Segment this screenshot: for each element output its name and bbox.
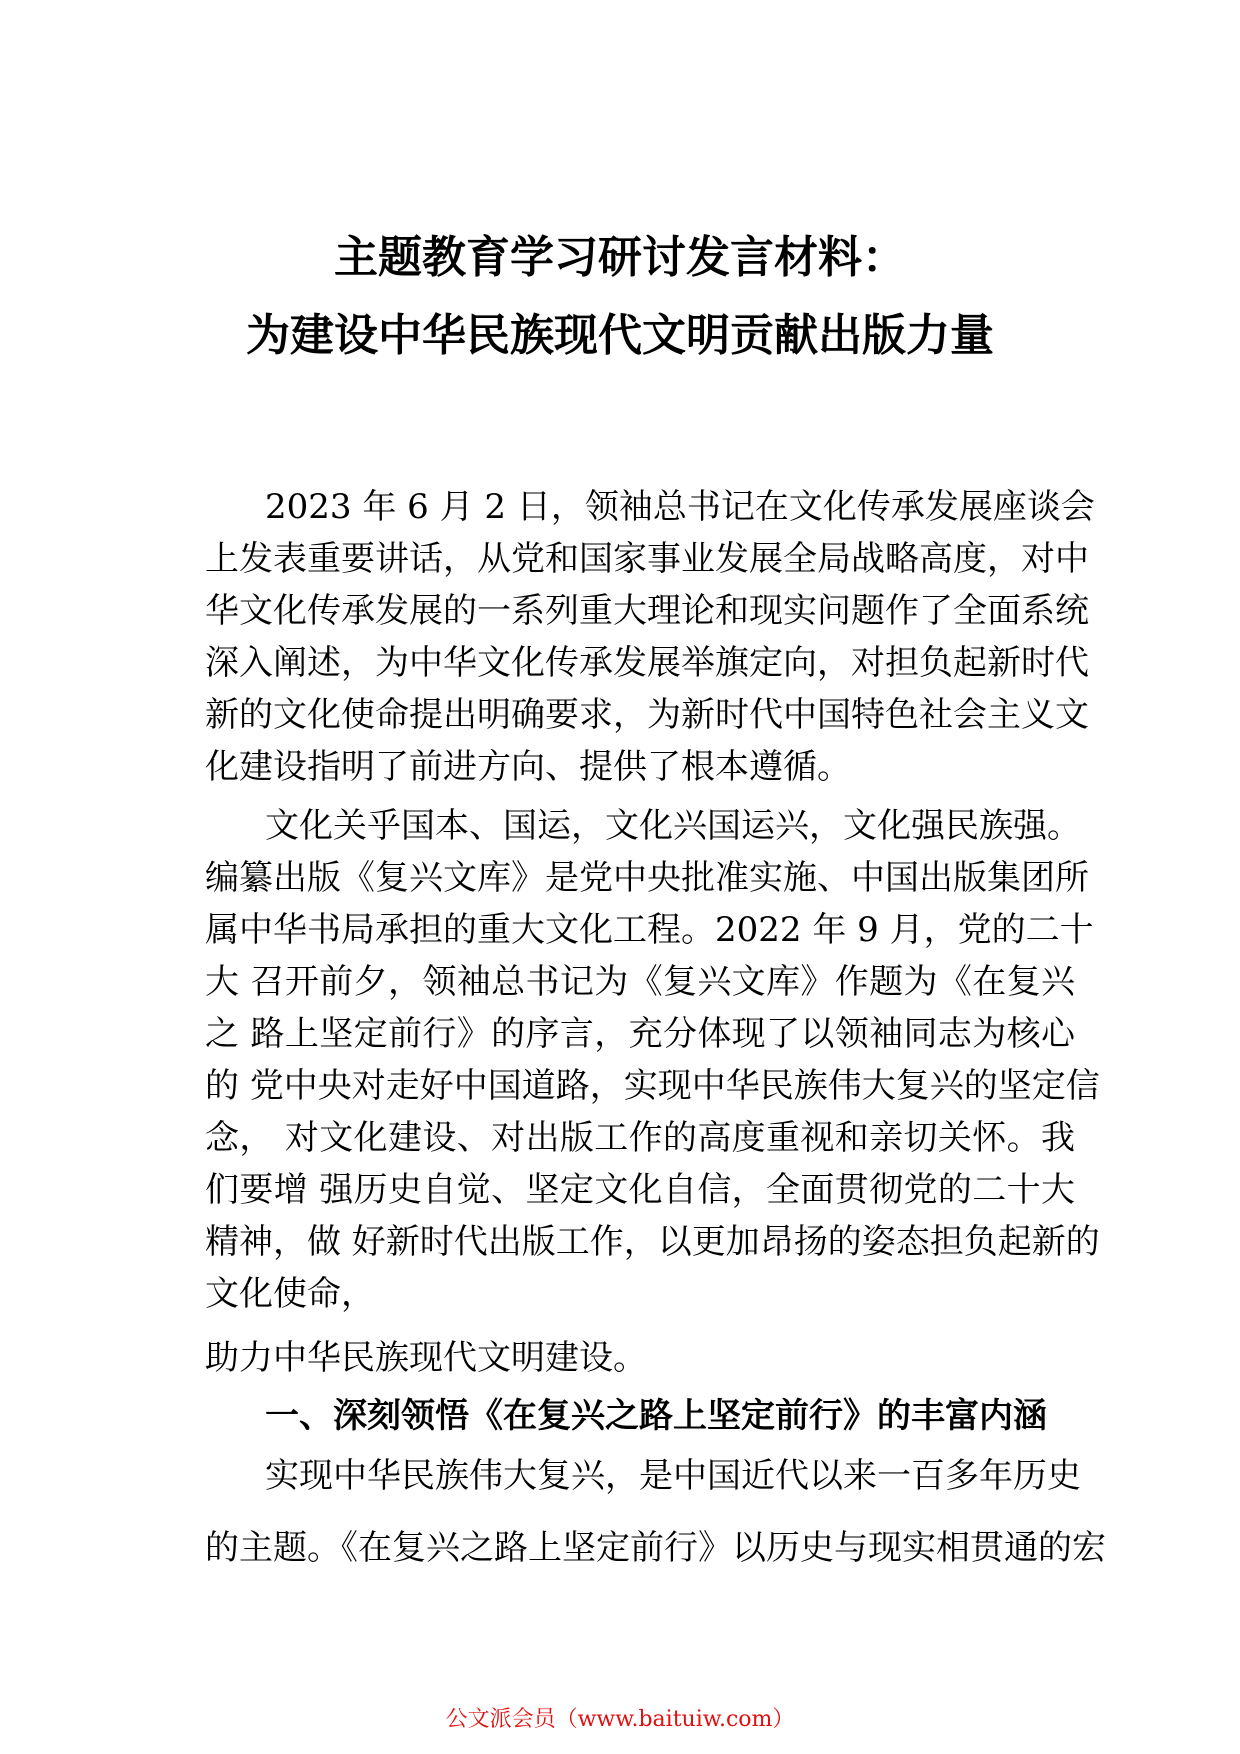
paragraph-3-continued [205,1522,1106,1574]
footer-watermark: 公文派会员（www.baituiw.com） [445,1707,795,1732]
paragraph-2-line: 们要增 强历史自觉、坚定文化自信，全面贯彻党的二十大 [205,1170,1075,1210]
paragraph-1-line: 深入阐述，为中华文化传承发展举旗定向，对担负起新时代 [205,643,1089,683]
paragraph-1-line: 2023 年 6 月 2 日，领袖总书记在文化传承发展座谈会 [265,487,1095,527]
paragraph-2 [205,800,1100,1320]
paragraph-1-tail [205,741,1075,793]
paragraph-2-line: 编纂出版《复兴文库》是党中央批准实施、中国出版集团所 [205,858,1089,898]
paragraph-1-line: 华文化传承发展的一系列重大理论和现实问题作了全面系统 [205,591,1089,631]
paragraph-1 [205,481,1095,741]
paragraph-1-tail-line: 化建设指明了前进方向、提供了根本遵循。 [205,747,851,787]
document-title-line-2: 为建设中华民族现代文明贡献出版力量 [246,310,994,361]
paragraph-2-line: 之 路上坚定前行》的序言，充分体现了以领袖同志为核心 [205,1014,1075,1054]
document-title-line-1: 主题教育学习研讨发言材料： [334,232,906,283]
paragraph-3 [205,1450,1081,1502]
section-1-heading: 一、深刻领悟《在复兴之路上坚定前行》的丰富内涵 [265,1396,1047,1436]
paragraph-2-tail [205,1332,1075,1384]
paragraph-2-tail-line: 助力中华民族现代文明建设。 [205,1338,647,1378]
paragraph-2-line: 念， 对文化建设、对出版工作的高度重视和亲切关怀。我 [205,1118,1075,1158]
paragraph-1-line: 新的文化使命提出明确要求，为新时代中国特色社会主义文 [205,695,1089,735]
paragraph-2-line: 文化关乎国本、国运，文化兴国运兴，文化强民族强。 [265,806,1081,846]
paragraph-2-line: 属中华书局承担的重大文化工程。2022 年 9 月，党的二十 [205,910,1094,950]
paragraph-2-line: 精神，做 好新时代出版工作，以更加昂扬的姿态担负起新的 [205,1222,1100,1262]
paragraph-3-line: 实现中华民族伟大复兴，是中国近代以来一百多年历史 [265,1456,1081,1496]
paragraph-3-line: 的主题。《在复兴之路上坚定前行》以历史与现实相贯通的宏 [205,1528,1106,1568]
paragraph-1-line: 上发表重要讲话，从党和国家事业发展全局战略高度，对中 [205,539,1089,579]
paragraph-2-line: 大 召开前夕，领袖总书记为《复兴文库》作题为《在复兴 [205,962,1075,1002]
paragraph-2-line: 文化使命， [205,1274,375,1314]
paragraph-2-line: 的 党中央对走好中国道路，实现中华民族伟大复兴的坚定信 [205,1066,1100,1106]
